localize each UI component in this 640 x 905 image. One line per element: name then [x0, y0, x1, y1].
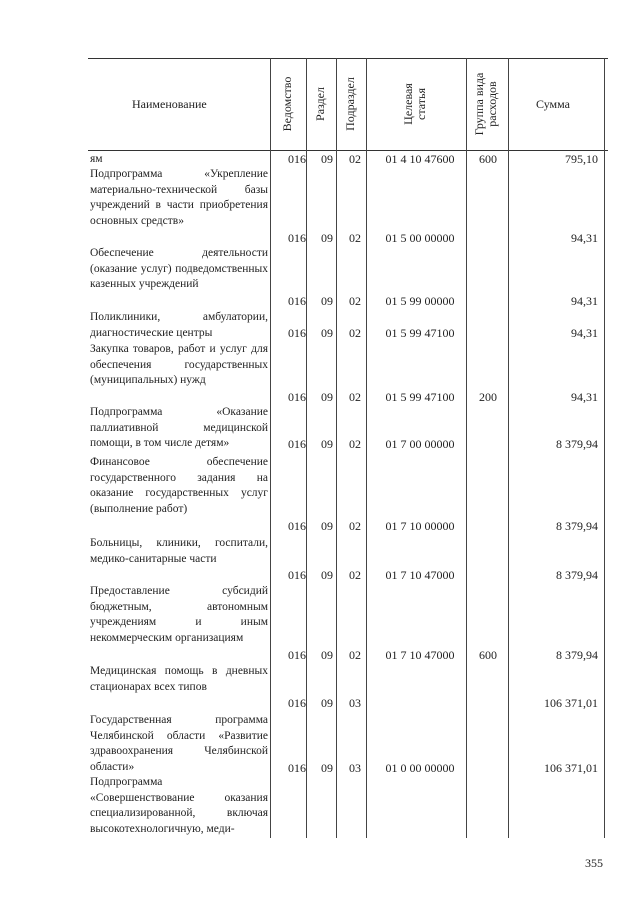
row-vedomstvo: 016	[288, 761, 306, 775]
header-razdel: Раздел	[313, 87, 327, 121]
row-celevaya: 01 7 10 47000	[385, 568, 455, 582]
row-celevaya: 01 5 99 47100	[385, 390, 455, 404]
row-podrazdel: 02	[349, 231, 361, 245]
row-vedomstvo: 016	[288, 696, 306, 710]
row-name: Закупка товаров, работ и услуг для обеспечения государственных (муниципальных) нужд	[90, 343, 268, 386]
row-name: ям	[90, 153, 103, 165]
row-name: Финансовое обеспечение государственного задания на оказание государственных услуг (выполнение работ)	[90, 456, 268, 515]
row-vedomstvo: 016	[288, 294, 306, 308]
row-summa: 8 379,94	[556, 437, 598, 451]
row-summa: 8 379,94	[556, 648, 598, 662]
row-podrazdel: 02	[349, 437, 361, 451]
row-name: Медицинская помощь в дневных стационарах всех типов	[90, 665, 268, 693]
row-razdel: 09	[321, 390, 333, 404]
row-summa: 94,31	[571, 326, 598, 340]
row-celevaya: 01 0 00 00000	[385, 761, 455, 775]
row-vedomstvo: 016	[288, 437, 306, 451]
row-razdel: 09	[321, 231, 333, 245]
row-name: Больницы, клиники, госпитали, медико-санитарные части	[90, 537, 268, 565]
table-right-border	[604, 58, 605, 838]
row-vedomstvo: 016	[288, 568, 306, 582]
header-bottom-border	[88, 150, 608, 151]
row-razdel: 09	[321, 648, 333, 662]
row-celevaya: 01 7 10 47000	[385, 648, 455, 662]
row-razdel: 09	[321, 761, 333, 775]
row-name: Обеспечение деятельности (оказание услуг) подведомственных казенных учреждений	[90, 247, 268, 290]
row-vedomstvo: 016	[288, 519, 306, 533]
row-celevaya: 01 5 99 47100	[385, 326, 455, 340]
row-razdel: 09	[321, 696, 333, 710]
row-vedomstvo: 016	[288, 326, 306, 340]
row-podrazdel: 02	[349, 294, 361, 308]
row-razdel: 09	[321, 519, 333, 533]
row-gruppa: 600	[479, 648, 497, 662]
row-summa: 106 371,01	[544, 761, 598, 775]
table-top-border	[88, 58, 608, 59]
header-summa: Сумма	[536, 97, 570, 111]
row-vedomstvo: 016	[288, 390, 306, 404]
row-gruppa: 600	[479, 152, 497, 166]
header-name: Наименование	[132, 97, 207, 111]
row-name: Поликлиники, амбулатории, диагностические центры	[90, 311, 268, 339]
row-podrazdel: 02	[349, 390, 361, 404]
row-name: Предоставление субсидий бюджетным, автономным учреждениям и иным некоммерческим организациям	[90, 585, 268, 644]
header-vedomstvo: Ведомство	[280, 76, 294, 132]
row-podrazdel: 02	[349, 519, 361, 533]
row-celevaya: 01 7 10 00000	[385, 519, 455, 533]
row-vedomstvo: 016	[288, 231, 306, 245]
row-podrazdel: 02	[349, 152, 361, 166]
row-name: Подпрограмма «Оказание паллиативной медицинской помощи, в том числе детям»	[90, 406, 268, 449]
row-podrazdel: 02	[349, 648, 361, 662]
row-razdel: 09	[321, 152, 333, 166]
row-razdel: 09	[321, 294, 333, 308]
row-celevaya: 01 5 00 00000	[385, 231, 455, 245]
row-name: Государственная программа Челябинской области «Развитие здравоохранения Челябинской области»	[90, 714, 268, 773]
header-podrazdel: Подраздел	[343, 77, 357, 131]
row-summa: 94,31	[571, 231, 598, 245]
row-celevaya: 01 7 00 00000	[385, 437, 455, 451]
header-gruppa: Группа вида расходов	[472, 72, 499, 136]
row-celevaya: 01 4 10 47600	[385, 152, 455, 166]
column-divider	[508, 58, 509, 838]
row-razdel: 09	[321, 568, 333, 582]
page-number: 355	[585, 856, 603, 870]
row-razdel: 09	[321, 326, 333, 340]
row-podrazdel: 03	[349, 696, 361, 710]
row-podrazdel: 02	[349, 326, 361, 340]
row-summa: 8 379,94	[556, 519, 598, 533]
row-name: Подпрограмма «Укрепление материально-технической базы учреждений в части приобретения основных средств»	[90, 168, 268, 227]
row-name: Подпрограмма «Совершенствование оказания специализированной, включая высокотехнологичную, меди-	[90, 776, 268, 835]
row-vedomstvo: 016	[288, 648, 306, 662]
row-podrazdel: 03	[349, 761, 361, 775]
row-summa: 106 371,01	[544, 696, 598, 710]
header-celevaya: Целевая статья	[401, 83, 428, 125]
row-summa: 94,31	[571, 390, 598, 404]
row-summa: 795,10	[565, 152, 598, 166]
row-celevaya: 01 5 99 00000	[385, 294, 455, 308]
row-podrazdel: 02	[349, 568, 361, 582]
row-vedomstvo: 016	[288, 152, 306, 166]
row-summa: 94,31	[571, 294, 598, 308]
row-summa: 8 379,94	[556, 568, 598, 582]
column-divider	[270, 58, 271, 838]
row-gruppa: 200	[479, 390, 497, 404]
row-razdel: 09	[321, 437, 333, 451]
